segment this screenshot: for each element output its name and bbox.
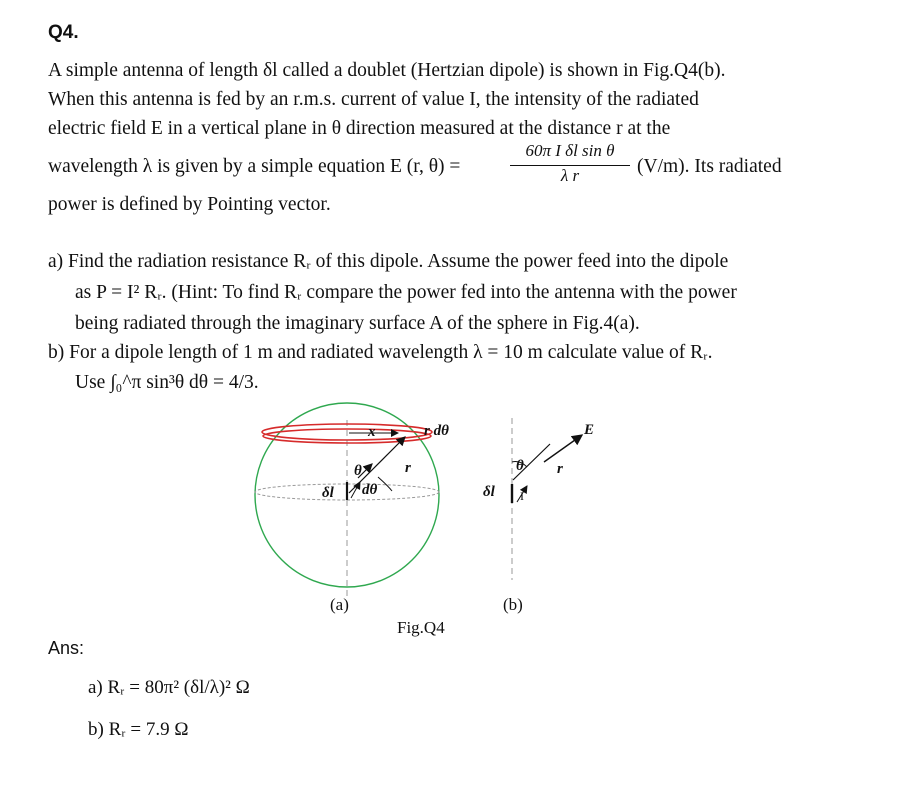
figure-caption: Fig.Q4 [397,618,445,637]
formula-unit: (V/m). Its radiated [637,156,782,177]
label-e: E [584,422,595,438]
answer-a: a) Rᵣ = 80π² (δl/λ)² Ω [88,677,250,698]
label-r-dtheta: r dθ [424,423,449,439]
answers-label: Ans: [48,638,85,658]
label-current-b: I [520,489,524,503]
question-line-2: When this antenna is fed by an r.m.s. current of value I, the intensity of the radiated [48,89,699,110]
label-theta-b: θ [516,458,524,474]
part-b-line-2: Use ∫₀^π sin³θ dθ = 4/3. [75,372,259,393]
answer-b: b) Rᵣ = 7.9 Ω [88,719,189,740]
question-line-4: wavelength λ is given by a simple equation E (r, θ) = [48,156,461,177]
label-dl-a: δl [322,485,334,501]
question-line-1: A simple antenna of length δl called a doublet (Hertzian dipole) is shown in Fig.Q4(b). [48,60,726,81]
caption-a: (a) [330,595,349,614]
e-field-arrow [544,435,582,462]
label-r-b: r [557,461,563,477]
label-r-a: r [405,460,411,476]
caption-b: (b) [503,595,523,614]
label-dtheta-a: dθ [362,482,378,498]
part-a-line-3: being radiated through the imaginary surface A of the sphere in Fig.4(a). [75,313,640,334]
part-a-line-2: as P = I² Rᵣ. (Hint: To find Rᵣ compare the power fed into the antenna with the power [75,282,737,303]
part-a-line-1: a) Find the radiation resistance Rᵣ of this dipole. Assume the power feed into the dipole [48,251,729,272]
question-title: Q4. [48,22,79,43]
formula-numerator: 60π I δl sin θ [525,141,615,160]
label-theta-a: θ [354,463,362,479]
formula-denominator: λ r [560,166,580,185]
label-x: x [368,424,376,440]
part-b-line-1: b) For a dipole length of 1 m and radiated wavelength λ = 10 m calculate value of Rᵣ. [48,342,713,363]
question-line-3: electric field E in a vertical plane in θ direction measured at the distance r at the [48,118,671,139]
question-line-5: power is defined by Pointing vector. [48,194,331,215]
label-dl-b: δl [483,484,495,500]
dtheta-arc-a [378,477,392,491]
